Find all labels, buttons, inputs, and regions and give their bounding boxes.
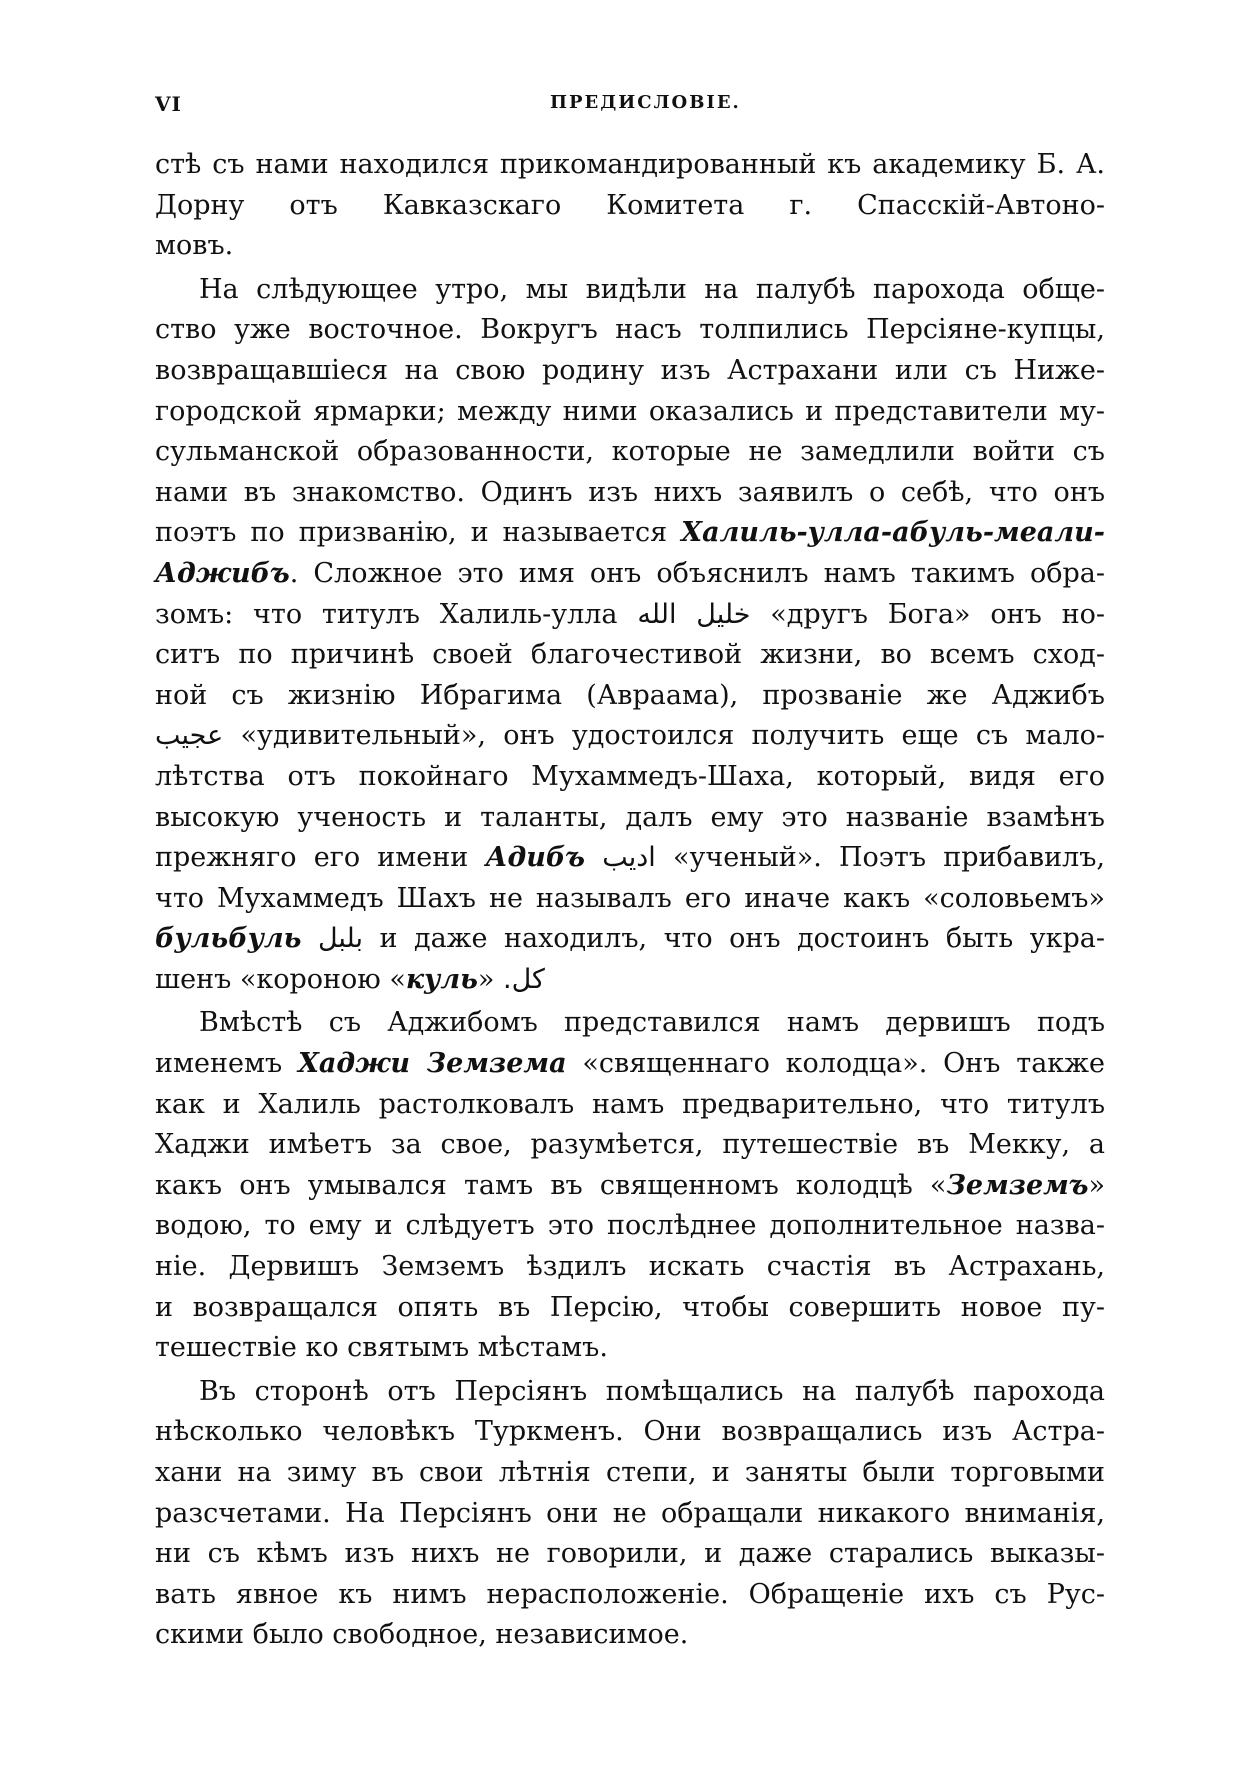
italic-name: Хаджи Земзема <box>297 1048 567 1080</box>
text-line <box>155 595 1105 636</box>
text-line: ство уже восточное. Вокругъ насъ толпились Персіяне-купцы, <box>155 314 1105 346</box>
text-line: и возвращался опять въ Персію, чтобы совершить новое пу- <box>155 1291 1105 1323</box>
text-segment: зомъ: что титулъ Халиль-улла <box>155 598 618 630</box>
arabic-text: بلبل <box>317 923 363 955</box>
text-line: хани на зиму въ свои лѣтнія степи, и заняты были торговыми <box>155 1457 1105 1488</box>
italic-name: Земземъ <box>946 1169 1089 1201</box>
text-segment: Сложное это имя онъ объяснилъ намъ такимъ обра- <box>313 557 1105 589</box>
text-line: сульманской образованности, которые не замедлили войти съ <box>155 436 1105 468</box>
italic-name: Адибъ <box>485 842 586 874</box>
paragraph-4 <box>155 1372 1105 1656</box>
text-segment: «ученый». Поэтъ прибавилъ, <box>672 842 1105 874</box>
text-segment: и даже находилъ, что онъ достоинъ быть укра- <box>379 923 1105 955</box>
text-line: разсчетами. На Персіянъ они не обращали никакого вниманія, <box>155 1497 1105 1529</box>
text-line <box>155 1166 1105 1207</box>
text-segment: «священнаго колодца». Онъ также <box>582 1048 1105 1080</box>
text-line: как и Халиль растолковалъ намъ предварительно, что титулъ <box>155 1088 1105 1120</box>
text-line: тешествіе ко святымъ мѣстамъ. <box>155 1332 608 1364</box>
text-line: высокую ученость и таланты, далъ ему это названіе взамѣнъ <box>155 801 1105 833</box>
text-line: ніе. Дервишъ Земземъ ѣздилъ искать счастія въ Астрахань, <box>155 1251 1105 1283</box>
italic-name: куль <box>405 963 478 995</box>
text-line: ситъ по причинѣ своей благочестивой жизни, во всемъ сход- <box>155 639 1105 671</box>
text-line: вать явное къ нимъ нерасположеніе. Обращеніе ихъ съ Рус- <box>155 1578 1105 1610</box>
text-segment: «удивительный», онъ удостоился получить еще съ мало- <box>240 720 1105 752</box>
text-line: городской ярмарки; между ними оказались и представители му- <box>155 395 1105 427</box>
text-line <box>155 919 1105 960</box>
text-line: скими было свободное, независимое. <box>155 1619 689 1651</box>
text-line: водою, то ему и слѣдуетъ это послѣднее дополнительное назва- <box>155 1210 1105 1242</box>
text-line: что Мухаммедъ Шахъ не называлъ его иначе какъ «соловьемъ» <box>155 882 1105 914</box>
arabic-text: اديب <box>602 842 656 874</box>
page-header <box>155 92 1105 122</box>
text-line: нами въ знакомство. Одинъ изъ нихъ заявилъ о себѣ, что онъ <box>155 476 1105 508</box>
text-line: ной съ жизнію Ибрагима (Авраама), прозваніе же Аджибъ <box>155 679 1105 711</box>
text-segment: «другъ Бога» онъ но- <box>770 598 1105 630</box>
text-line <box>155 1044 1105 1085</box>
italic-name: Аджибъ <box>155 557 290 589</box>
body-text <box>155 145 1105 1656</box>
running-title: ПРЕДИСЛОВІЕ. <box>550 92 741 113</box>
text-line: На слѣдующее утро, мы видѣли на палубѣ парохода обще- <box>199 273 1105 305</box>
text-line: Въ сторонѣ отъ Персіянъ помѣщались на палубѣ парохода <box>199 1375 1105 1407</box>
text-line: Дорну отъ Кавказскаго Комитета г. Спасскій-Автоно- <box>155 189 1105 221</box>
text-line: Хаджи имѣетъ за свое, разумѣется, путешествіе въ Мекку, а <box>155 1129 1105 1161</box>
text-line <box>155 716 1105 757</box>
text-segment: » <box>1088 1169 1105 1201</box>
text-segment: » <box>477 963 495 995</box>
text-line: мовъ. <box>155 230 234 262</box>
paragraph-2 <box>155 270 1105 1001</box>
text-segment: именемъ <box>155 1048 283 1080</box>
paragraph-3 <box>155 1003 1105 1368</box>
text-segment: поэтъ по призванію, и называется <box>155 517 668 549</box>
text-segment: прежняго его имени <box>155 842 469 874</box>
italic-name: бульбуль <box>155 923 302 955</box>
text-line <box>155 513 1105 554</box>
text-segment: шенъ «короною « <box>155 963 406 995</box>
text-line: ни съ кѣмъ изъ нихъ не говорили, и даже старались выказы- <box>155 1538 1105 1570</box>
text-line: Аджибъ. Сложное это имя онъ объяснилъ намъ такимъ обра- <box>155 557 1105 589</box>
paragraph-1 <box>155 145 1105 267</box>
text-line: нѣсколько человѣкъ Туркменъ. Они возвращались изъ Астра- <box>155 1416 1105 1448</box>
page-number: VI <box>155 92 182 116</box>
arabic-text: عجيب <box>155 720 224 752</box>
text-line <box>155 838 1105 879</box>
text-segment: какъ онъ умывался тамъ въ священномъ колодцѣ « <box>155 1169 947 1201</box>
text-line: Вмѣстѣ съ Аджибомъ представился намъ дервишъ подъ <box>199 1007 1105 1039</box>
arabic-text: خليل الله <box>637 598 751 630</box>
text-line: стѣ съ нами находился прикомандированный къ академику Б. А. <box>155 149 1105 180</box>
text-line <box>155 960 1105 1001</box>
text-line: лѣтства отъ покойнаго Мухаммедъ-Шаха, который, видя его <box>155 760 1105 792</box>
arabic-text: کل. <box>503 963 545 995</box>
italic-name: Халиль-улла-абуль-меали- <box>681 517 1105 549</box>
text-line: возвращавшіеся на свою родину изъ Астрахани или съ Ниже- <box>155 354 1105 386</box>
